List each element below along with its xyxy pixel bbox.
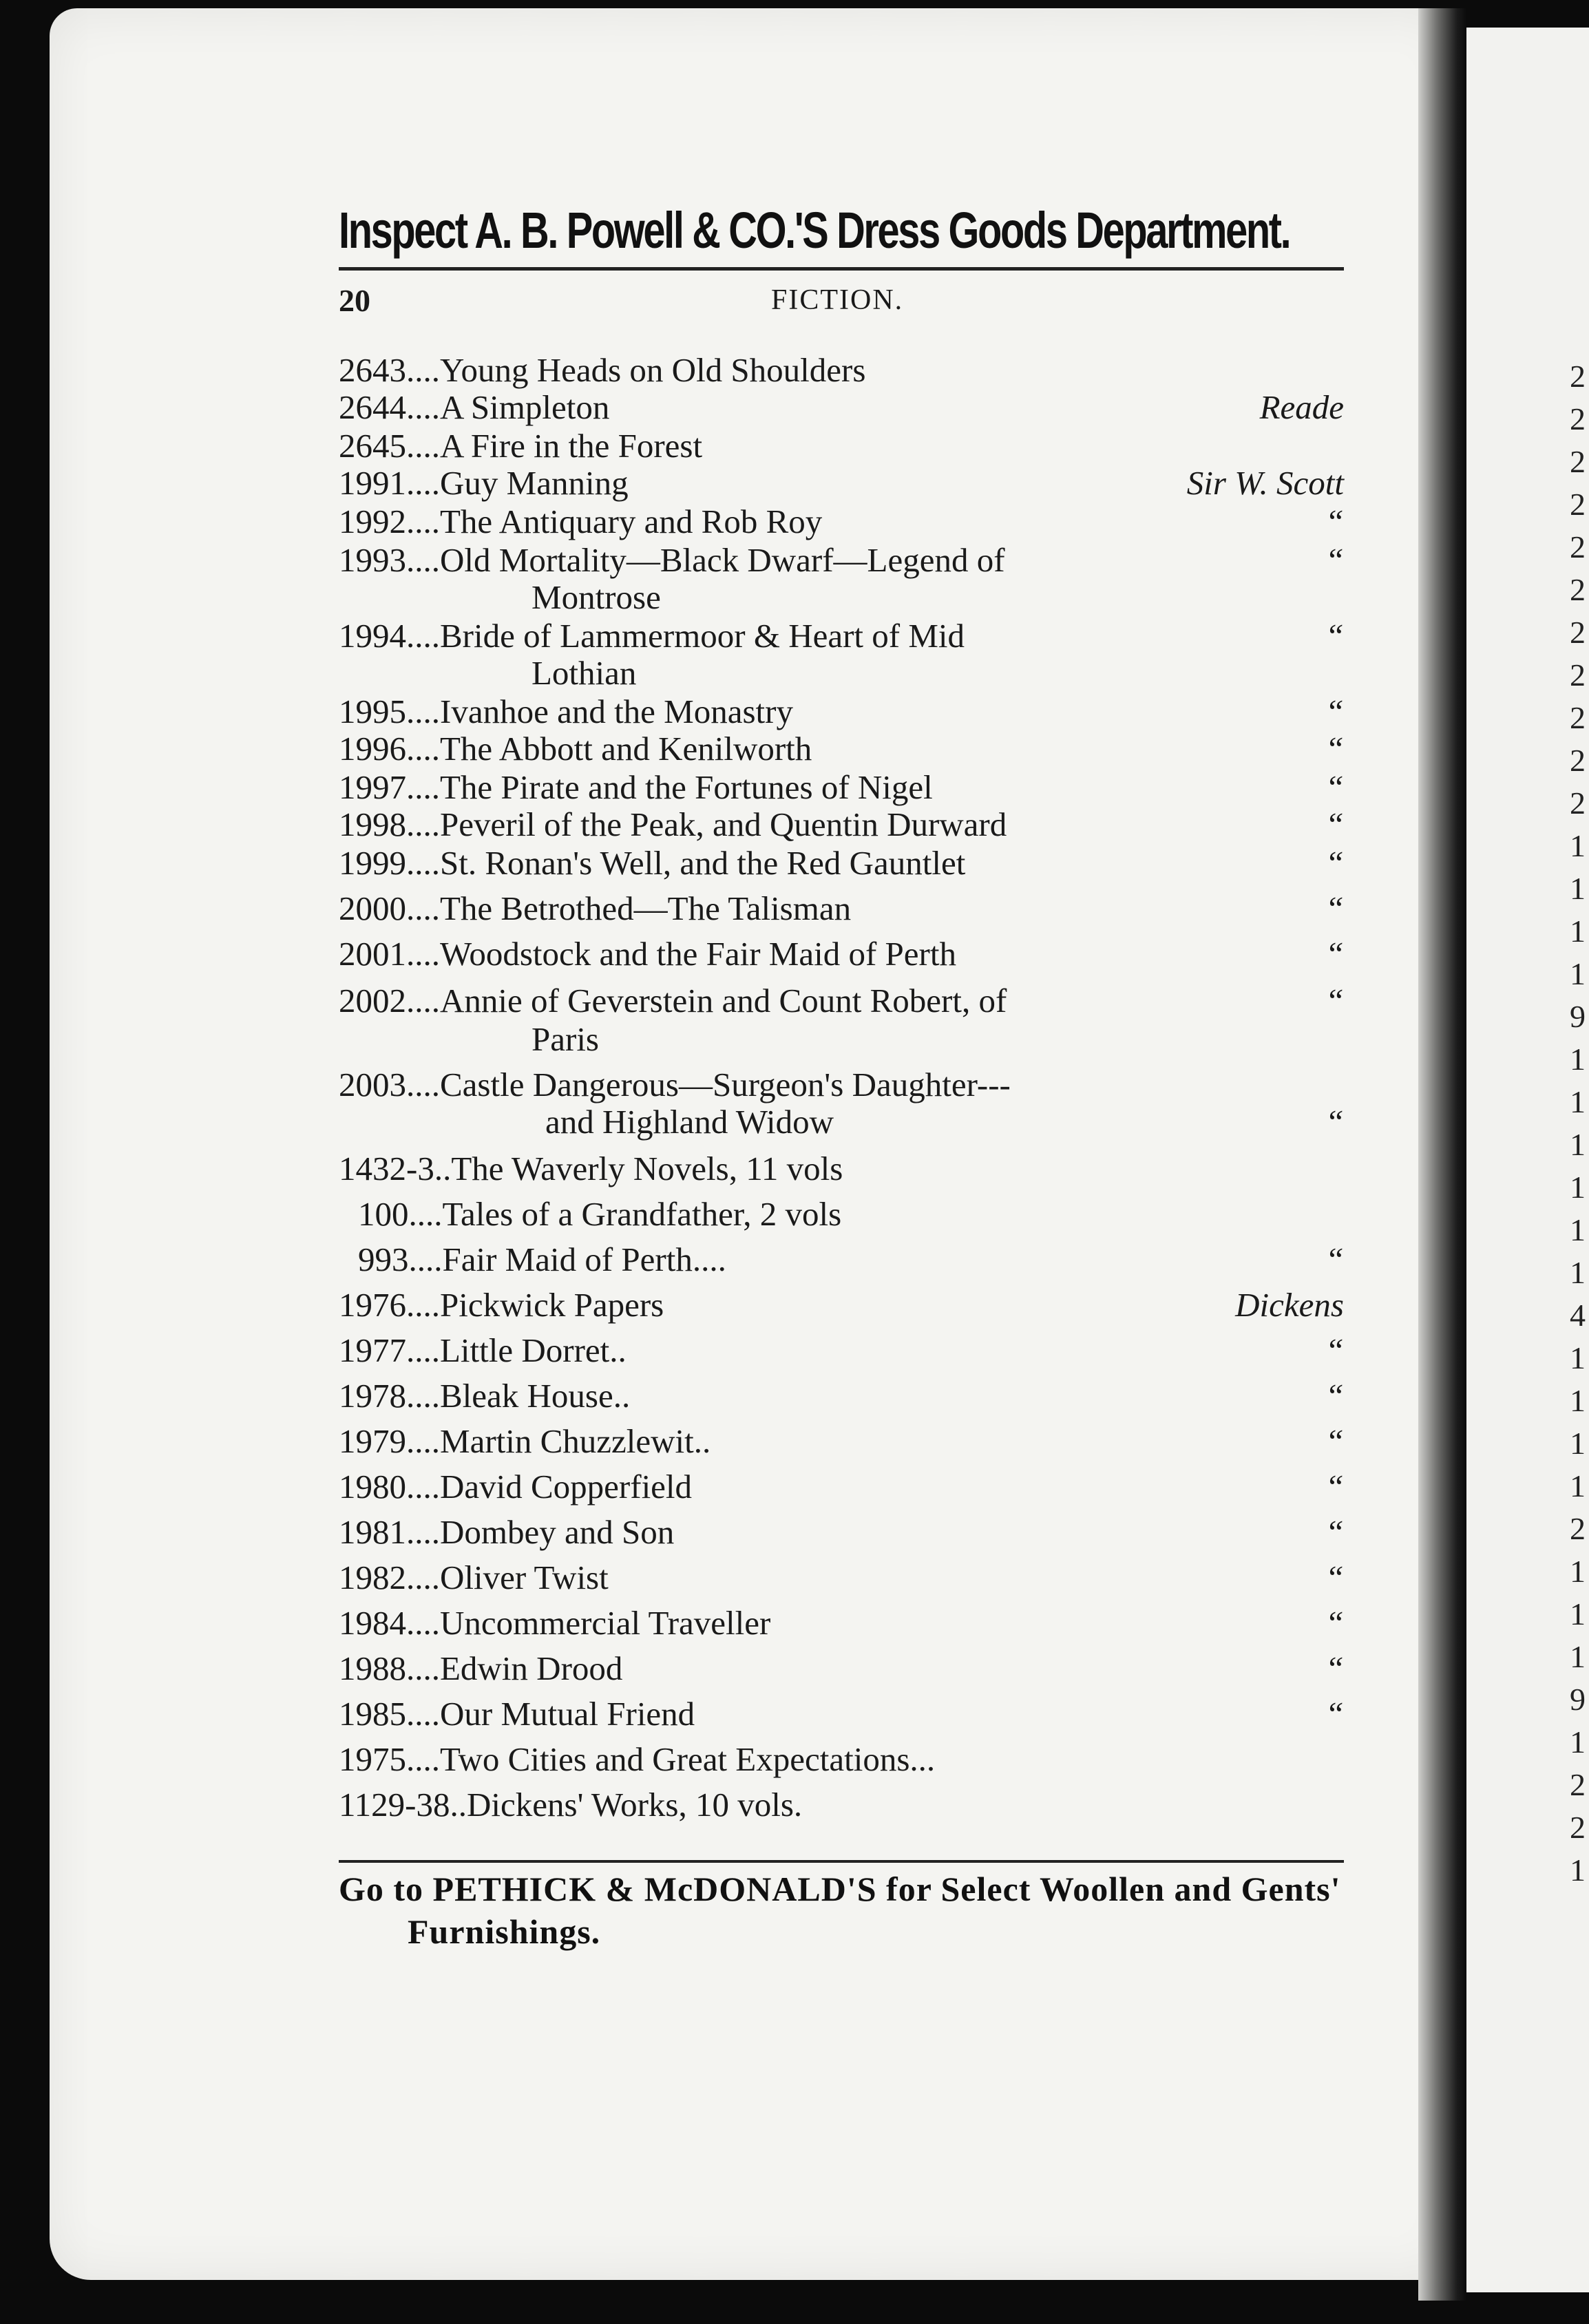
facing-page-digit: 2 — [1570, 700, 1586, 735]
list-item — [339, 1148, 1351, 1190]
leader-dots: .... — [406, 693, 440, 730]
leader-dots: .... — [406, 935, 440, 973]
list-item — [339, 1064, 1351, 1106]
catalogue-number: 1993 — [339, 541, 406, 579]
list-item — [339, 888, 1351, 929]
catalogue-number: 1981 — [339, 1513, 406, 1551]
book-title: Paris — [532, 1020, 599, 1058]
list-item — [339, 1101, 1351, 1143]
catalogue-number: 1977 — [339, 1331, 406, 1369]
facing-page-digit: 1 — [1570, 1426, 1586, 1461]
author-name: Sir W. Scott — [1186, 464, 1344, 502]
book-title: The Waverly Novels, 11 vols — [451, 1150, 843, 1187]
catalogue-number: 1999 — [339, 844, 406, 882]
facing-page-digit: 2 — [1570, 401, 1586, 436]
list-item — [339, 980, 1351, 1022]
bottom-advertisement — [339, 1868, 1358, 1953]
facing-page-digit: 1 — [1570, 1554, 1586, 1589]
facing-page-digit: 1 — [1570, 1340, 1586, 1375]
top-advertisement: Inspect A. B. Powell & CO.'S Dress Goods Department. — [339, 202, 1290, 259]
leader-dots: .... — [406, 1740, 440, 1778]
facing-page-digit: 2 — [1570, 572, 1586, 607]
catalogue-number: 2003 — [339, 1066, 406, 1103]
author-name: “ — [1325, 1468, 1344, 1506]
list-item — [339, 615, 1351, 657]
list-item — [339, 1285, 1351, 1326]
author-name: Dickens — [1235, 1286, 1344, 1324]
catalogue-number: 2643 — [339, 351, 406, 389]
leader-dots: .... — [406, 351, 440, 389]
book-title: Two Cities and Great Expectations... — [440, 1740, 936, 1778]
facing-page-digit: 1 — [1570, 1127, 1586, 1162]
catalogue-number: 1992 — [339, 503, 406, 540]
author-name: “ — [1325, 1559, 1344, 1596]
leader-dots: .... — [406, 844, 440, 882]
book-title: Tales of a Grandfather, 2 vols — [442, 1195, 842, 1233]
catalogue-number: 1985 — [339, 1695, 406, 1733]
book-title: Castle Dangerous—Surgeon's Daughter--- — [440, 1066, 1011, 1103]
footer-rule — [339, 1860, 1344, 1863]
leader-dots: .... — [406, 1513, 440, 1551]
leader-dots: .... — [406, 464, 440, 502]
leader-dots: .... — [406, 768, 440, 806]
catalogue-number: 2001 — [339, 935, 406, 973]
leader-dots: .... — [406, 1377, 440, 1415]
book-title: and Highland Widow — [545, 1103, 834, 1141]
catalogue-number: 993 — [358, 1240, 409, 1278]
list-item — [339, 425, 1351, 467]
catalogue-number: 2645 — [339, 427, 406, 465]
leader-dots: .... — [406, 805, 440, 843]
page-number: 20 — [339, 283, 370, 318]
catalogue-number: 1432-3 — [339, 1150, 434, 1187]
leader-dots: .... — [406, 1559, 440, 1596]
author-name: “ — [1325, 1331, 1344, 1369]
catalogue-number: 100 — [358, 1195, 409, 1233]
catalogue-number: 1978 — [339, 1377, 406, 1415]
catalogue-number: 1995 — [339, 693, 406, 730]
catalogue-number: 1994 — [339, 617, 406, 655]
list-item — [339, 387, 1351, 428]
book-title: Montrose — [532, 578, 661, 616]
list-item — [339, 933, 1351, 975]
list-item — [339, 1693, 1351, 1735]
list-item — [339, 1239, 1351, 1280]
leader-dots: .... — [406, 1604, 440, 1642]
list-item — [339, 540, 1351, 581]
author-name: “ — [1325, 768, 1344, 806]
facing-page-digit: 1 — [1570, 1468, 1586, 1503]
book-spine — [1418, 8, 1466, 2301]
author-name: “ — [1325, 935, 1344, 973]
catalogue-number: 1988 — [339, 1649, 406, 1687]
facing-page-digit: 2 — [1570, 1767, 1586, 1802]
leader-dots: .... — [406, 1422, 440, 1460]
book-title: Pickwick Papers — [440, 1286, 664, 1324]
facing-page-digit: 1 — [1570, 956, 1586, 991]
author-name: “ — [1325, 503, 1344, 540]
facing-page-digit: 2 — [1570, 359, 1586, 394]
author-name: “ — [1325, 805, 1344, 843]
catalogue-number: 2644 — [339, 388, 406, 426]
list-item — [339, 577, 1351, 618]
author-name: “ — [1325, 730, 1344, 768]
list-item — [339, 1330, 1351, 1371]
author-name: “ — [1325, 1695, 1344, 1733]
catalogue-number: 2002 — [339, 982, 406, 1020]
leader-dots: .... — [406, 1066, 440, 1103]
list-item — [339, 1557, 1351, 1598]
advert-line-1: Go to PETHICK & McDONALD'S for Select Woollen and Gents' — [339, 1870, 1341, 1908]
catalogue-number: 2000 — [339, 889, 406, 927]
list-item — [339, 350, 1351, 391]
book-title: Bride of Lammermoor & Heart of Mid — [440, 617, 965, 655]
author-name: Reade — [1259, 388, 1344, 426]
book-title: The Abbott and Kenilworth — [440, 730, 812, 768]
list-item — [339, 653, 1351, 694]
facing-page-digit: 1 — [1570, 1170, 1586, 1205]
facing-page-digit: 2 — [1570, 615, 1586, 650]
list-item — [339, 1375, 1351, 1417]
leader-dots: .. — [450, 1786, 467, 1824]
author-name: “ — [1325, 1513, 1344, 1551]
leader-dots: .... — [408, 1240, 443, 1278]
book-title: Fair Maid of Perth.... — [442, 1240, 726, 1278]
catalogue-number: 1975 — [339, 1740, 406, 1778]
leader-dots: .... — [408, 1195, 443, 1233]
facing-page-digit: 9 — [1570, 999, 1586, 1034]
leader-dots: .... — [406, 889, 440, 927]
facing-page-digit: 2 — [1570, 785, 1586, 821]
facing-page-digit: 9 — [1570, 1682, 1586, 1717]
list-item — [339, 843, 1351, 884]
book-title: Bleak House.. — [440, 1377, 631, 1415]
facing-page-digit: 2 — [1570, 1810, 1586, 1845]
book-title: Dombey and Son — [440, 1513, 675, 1551]
facing-page-digit: 2 — [1570, 743, 1586, 778]
facing-page-digit: 1 — [1570, 828, 1586, 863]
book-title: Dickens' Works, 10 vols. — [467, 1786, 803, 1824]
book-title: Little Dorret.. — [440, 1331, 627, 1369]
catalogue-number: 1996 — [339, 730, 406, 768]
catalogue-number: 1129-38 — [339, 1786, 450, 1824]
facing-page-digit: 1 — [1570, 1596, 1586, 1631]
leader-dots: .... — [406, 541, 440, 579]
facing-page-digit: 2 — [1570, 529, 1586, 564]
catalogue-number: 1997 — [339, 768, 406, 806]
facing-page-digit: 1 — [1570, 1383, 1586, 1418]
facing-page-digit: 2 — [1570, 1511, 1586, 1546]
advert-line-2: Furnishings. — [408, 1912, 601, 1951]
author-name: “ — [1325, 1240, 1344, 1278]
book-title: The Pirate and the Fortunes of Nigel — [440, 768, 933, 806]
author-name: “ — [1325, 1422, 1344, 1460]
catalogue-number: 1991 — [339, 464, 406, 502]
author-name: “ — [1325, 693, 1344, 730]
facing-page-digit: 2 — [1570, 657, 1586, 693]
leader-dots: .... — [406, 982, 440, 1020]
author-name: “ — [1325, 617, 1344, 655]
leader-dots: .... — [406, 617, 440, 655]
list-item — [339, 1784, 1351, 1826]
leader-dots: .... — [406, 427, 440, 465]
book-title: Ivanhoe and the Monastry — [440, 693, 793, 730]
facing-page-digit: 1 — [1570, 1852, 1586, 1888]
author-name: “ — [1325, 1604, 1344, 1642]
leader-dots: .. — [434, 1150, 452, 1187]
book-title: Martin Chuzzlewit.. — [440, 1422, 711, 1460]
book-title: A Fire in the Forest — [440, 427, 703, 465]
list-item — [339, 1739, 1351, 1780]
catalogue-number: 1998 — [339, 805, 406, 843]
book-title: The Betrothed—The Talisman — [440, 889, 852, 927]
book-title: Old Mortality—Black Dwarf—Legend of — [440, 541, 1005, 579]
book-title: Lothian — [532, 654, 637, 692]
book-title: Peveril of the Peak, and Quentin Durward — [440, 805, 1007, 843]
leader-dots: .... — [406, 388, 440, 426]
facing-page-digit: 1 — [1570, 1042, 1586, 1077]
book-title: The Antiquary and Rob Roy — [440, 503, 823, 540]
author-name: “ — [1325, 889, 1344, 927]
list-item — [339, 691, 1351, 732]
book-title: Woodstock and the Fair Maid of Perth — [440, 935, 956, 973]
book-title: Annie of Geverstein and Count Robert, of — [440, 982, 1007, 1020]
book-title: Edwin Drood — [440, 1649, 623, 1687]
list-item — [339, 1194, 1351, 1235]
catalogue-number: 1982 — [339, 1559, 406, 1596]
facing-page-digit: 4 — [1570, 1298, 1586, 1333]
book-title: St. Ronan's Well, and the Red Gauntlet — [440, 844, 966, 882]
leader-dots: .... — [406, 1331, 440, 1369]
book-title: Uncommercial Traveller — [440, 1604, 771, 1642]
leader-dots: .... — [406, 1468, 440, 1506]
book-title: Oliver Twist — [440, 1559, 609, 1596]
book-title: A Simpleton — [440, 388, 610, 426]
list-item — [339, 1421, 1351, 1462]
catalogue-number: 1976 — [339, 1286, 406, 1324]
list-item — [339, 501, 1351, 542]
author-name: “ — [1325, 982, 1344, 1020]
facing-page-digit: 1 — [1570, 1212, 1586, 1247]
list-item — [339, 1603, 1351, 1644]
leader-dots: .... — [406, 1649, 440, 1687]
catalogue-number: 1979 — [339, 1422, 406, 1460]
facing-page-digit: 1 — [1570, 913, 1586, 949]
facing-page-digit: 1 — [1570, 1255, 1586, 1290]
list-item — [339, 1466, 1351, 1508]
leader-dots: .... — [406, 503, 440, 540]
author-name: “ — [1325, 541, 1344, 579]
list-item — [339, 767, 1351, 808]
book-title: Guy Manning — [440, 464, 629, 502]
section-title: FICTION. — [771, 284, 904, 316]
facing-page-digit: 2 — [1570, 444, 1586, 479]
leader-dots: .... — [406, 1286, 440, 1324]
book-title: Young Heads on Old Shoulders — [440, 351, 866, 389]
book-title: David Copperfield — [440, 1468, 693, 1506]
facing-page-digit: 1 — [1570, 1639, 1586, 1674]
leader-dots: .... — [406, 1695, 440, 1733]
leader-dots: .... — [406, 730, 440, 768]
facing-page-digit: 2 — [1570, 487, 1586, 522]
author-name: “ — [1325, 1649, 1344, 1687]
list-item — [339, 463, 1351, 504]
catalogue-number: 1984 — [339, 1604, 406, 1642]
facing-page-digit: 1 — [1570, 1724, 1586, 1760]
list-item — [339, 728, 1351, 770]
book-title: Our Mutual Friend — [440, 1695, 695, 1733]
header-rule — [339, 267, 1344, 271]
author-name: “ — [1325, 1377, 1344, 1415]
list-item — [339, 1648, 1351, 1689]
list-item — [339, 804, 1351, 845]
list-item — [339, 1512, 1351, 1553]
author-name: “ — [1325, 844, 1344, 882]
author-name: “ — [1325, 1103, 1344, 1141]
facing-page-digit: 1 — [1570, 871, 1586, 906]
facing-page-digit: 1 — [1570, 1084, 1586, 1119]
list-item — [339, 1019, 1351, 1060]
catalogue-number: 1980 — [339, 1468, 406, 1506]
